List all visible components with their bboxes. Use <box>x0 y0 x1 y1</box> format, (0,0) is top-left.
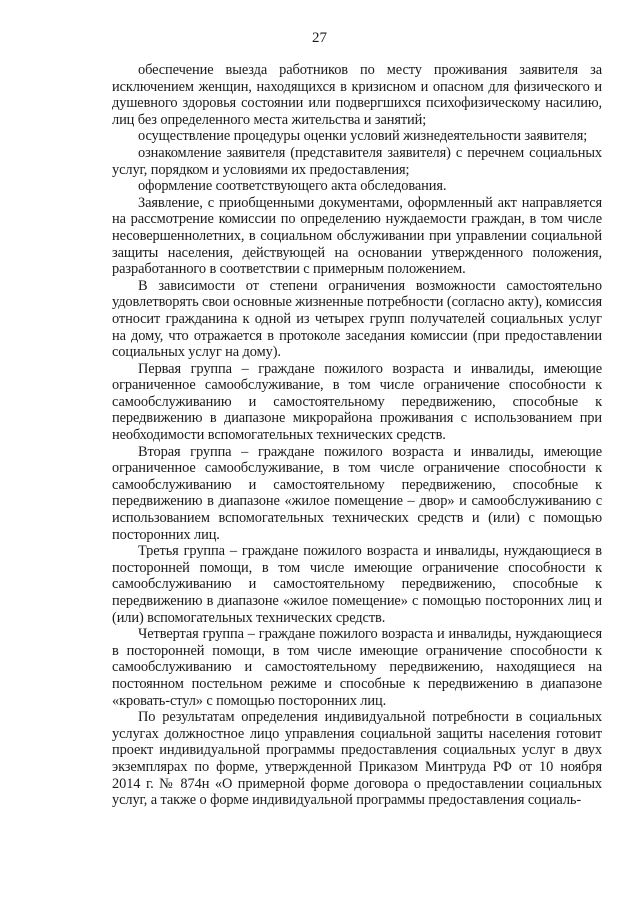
paragraph-group-4: Четвертая группа – граждане пожилого возраста и инвалиды, нуждающиеся в посторонней помощи, в том числе имеющие ограничение способности к самообслуживанию и самостоятельному передвижению, находящиеся на постоянном постельном режиме и способные к передвижению в диапазоне «кровать-стул» с помощью посторонних лиц. <box>112 626 602 709</box>
body-text <box>112 62 602 809</box>
paragraph-visit-provision: обеспечение выезда работников по месту проживания заявителя за исключением женщин, находящихся в кризисном и опасном для физического и душевного здоровья состоянии или подвергшихся психофизическому насилию, лиц без определенного места жительства и занятий; <box>112 62 602 128</box>
paragraph-familiarization: ознакомление заявителя (представителя заявителя) с перечнем социальных услуг, порядком и условиями их предоставления; <box>112 144 602 178</box>
paragraph-group-assignment: В зависимости от степени ограничения возможности самостоятельно удовлетворять свои основные жизненные потребности (согласно акту), комиссия относит гражданина к одной из четырех групп получателей социальных услуг на дому, что отражается в протоколе заседания комиссии (при предоставлении социальных услуг на дому). <box>112 277 602 361</box>
paragraph-group-2: Вторая группа – граждане пожилого возраста и инвалиды, имеющие ограниченное самообслуживание, в том числе ограничение способности к самообслуживанию и самостоятельному передвижению, способные к передвижению в диапазоне «жилое помещение – двор» и самообслуживанию с использованием вспомогательных технических средств и (или) с помощью посторонних лиц. <box>112 443 602 543</box>
paragraph-group-1: Первая группа – граждане пожилого возраста и инвалиды, имеющие ограниченное самообслуживание, в том числе ограничение способности к самообслуживанию и самостоятельному передвижению, способные к передвижению в диапазоне микрорайона проживания с использованием при необходимости вспомогательных технических средств. <box>112 360 602 444</box>
paragraph-inspection-act: оформление соответствующего акта обследования. <box>138 178 447 195</box>
paragraph-group-3: Третья группа – граждане пожилого возраста и инвалиды, нуждающиеся в посторонней помощи, в том числе имеющие ограничение способности к самообслуживанию и самостоятельному передвижению, способные к передвижению в диапазоне «жилое помещение» с помощью посторонних лиц и (или) вспомогательных технических средств. <box>112 543 602 626</box>
paragraph-application-commission: Заявление, с приобщенными документами, оформленный акт направляется на рассмотрение комиссии по определению нуждаемости граждан, в том числе несовершеннолетних, в социальном обслуживании при управлении социальной защиты населения, действующей на основании утвержденного положения, разработанного в соответствии с примерным положением. <box>112 194 602 278</box>
paragraph-individual-program: По результатам определения индивидуальной потребности в социальных услугах должностное лицо управления социальной защиты населения готовит проект индивидуальной программы предоставления социальных услуг в двух экземплярах по форме, утвержденной Приказом Минтруда РФ от 10 ноября 2014 г. № 874н «О примерной форме договора о предоставлении социальных услуг, а также о форме индивидуальной программы предоставления социаль- <box>112 709 602 809</box>
paragraph-assessment: осуществление процедуры оценки условий жизнедеятельности заявителя; <box>138 128 588 145</box>
page-number: 27 <box>312 30 327 46</box>
